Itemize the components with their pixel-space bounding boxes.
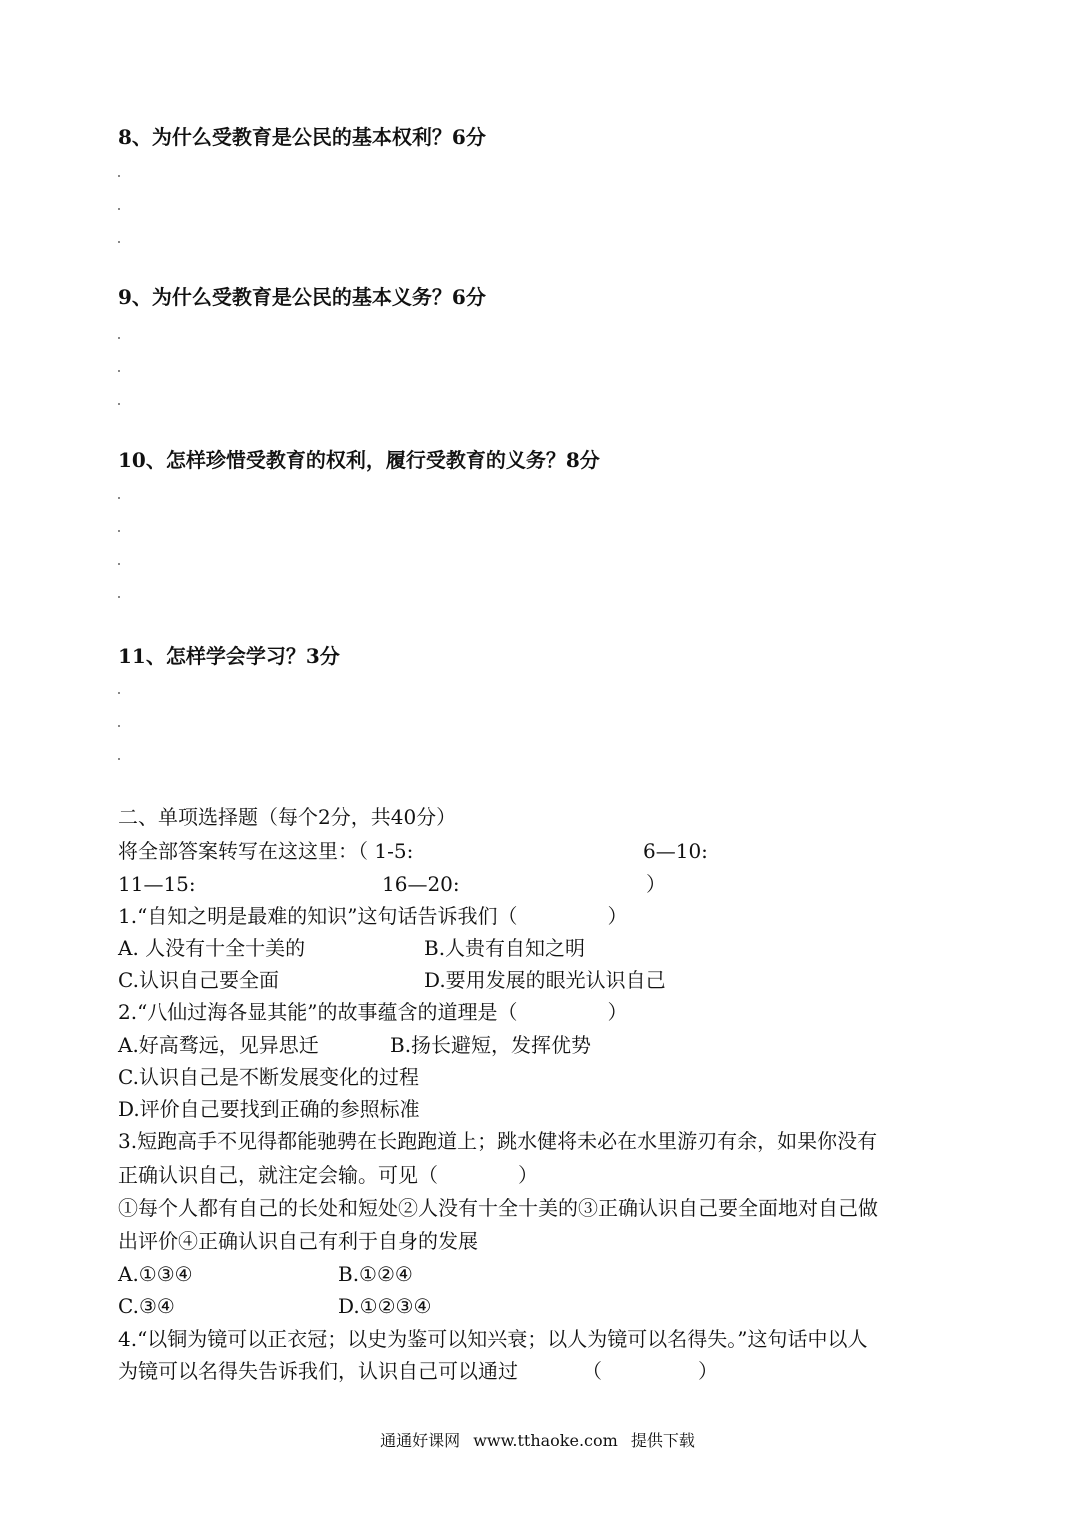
footer-note: 提供下载 [630,1431,695,1450]
stem-close: ） [698,1359,718,1383]
option-c[interactable]: C.认识自己要全面 [118,968,279,992]
answer-range-1-5: 将全部答案转写在这这里：（ 1-5: [118,839,414,863]
mc-item-1-stem [118,903,628,929]
option-b[interactable]: B.①②④ [338,1262,413,1286]
option-b[interactable]: B.人贵有自知之明 [424,936,586,960]
answer-line-dot [118,497,120,499]
answer-line-dot [118,563,120,565]
option-a[interactable]: A.好高骛远，见异思迁 [118,1033,319,1057]
answer-line-dot [118,692,120,694]
answer-line-dot [118,370,120,372]
mc-item-1-options-cd [118,967,666,993]
option-d[interactable]: D.①②③④ [338,1294,432,1318]
mc-item-3-options-cd [118,1293,432,1319]
stem-text: 2.“八仙过海各显其能”的故事蕴含的道理是（ [118,1000,518,1024]
answer-line-dot [118,175,120,177]
mc-item-1-options-ab [118,935,586,961]
answer-line-dot [118,241,120,243]
answer-summary-line-2 [118,871,666,897]
question-10: 10、怎样珍惜受教育的权利，履行受教育的义务？8分 [118,448,600,472]
stem-close: ） [518,1163,538,1187]
mc-item-3-statements-line-2: 出评价④正确认识自己有利于自身的发展 [118,1229,478,1253]
footer-site-name: 通通好课网 [380,1431,461,1450]
option-c[interactable]: C.③④ [118,1294,175,1318]
option-a[interactable]: A.①③④ [118,1262,193,1286]
stem-text: 为镜可以名得失告诉我们，认识自己可以通过 [118,1359,518,1383]
stem-text: 正确认识自己，就注定会输。可见（ [118,1163,438,1187]
answer-line-dot [118,337,120,339]
answer-line-dot [118,208,120,210]
mc-item-2-option-c [118,1064,419,1090]
answer-range-6-10: 6—10: [643,839,708,863]
answer-range-11-15: 11—15: [118,872,196,896]
option-d[interactable]: D.评价自己要找到正确的参照标准 [118,1097,420,1121]
stem-close: ） [607,904,628,928]
footer-url[interactable]: www.tthaoke.com [473,1431,618,1450]
mc-item-3-options-ab [118,1261,413,1287]
mc-item-3-statements-line-1: ①每个人都有自己的长处和短处②人没有十全十美的③正确认识自己要全面地对自己做 [118,1196,878,1220]
answer-range-16-20: 16—20: [382,872,460,896]
mc-item-3-stem-line-2 [118,1162,538,1188]
question-9: 9、为什么受教育是公民的基本义务？6分 [118,285,486,309]
section-title: 二、单项选择题（每个2分，共40分） [118,805,457,829]
page-footer [0,1428,1075,1451]
answer-line-dot [118,758,120,760]
answer-line-dot [118,530,120,532]
mc-item-4-stem-line-1: 4.“以铜为镜可以正衣冠；以史为鉴可以知兴衰；以人为镜可以名得失。”这句话中以人 [118,1327,868,1351]
question-11: 11、怎样学会学习？3分 [118,644,340,668]
answer-summary-close: ） [646,872,666,896]
answer-line-dot [118,403,120,405]
option-d[interactable]: D.要用发展的眼光认识自己 [424,968,666,992]
option-b[interactable]: B.扬长避短，发挥优势 [390,1033,592,1057]
answer-line-dot [118,725,120,727]
option-a[interactable]: A. 人没有十全十美的 [118,936,306,960]
mc-item-4-stem-line-2 [118,1358,718,1384]
mc-item-3-stem-line-1: 3.短跑高手不见得都能驰骋在长跑跑道上；跳水健将未必在水里游刃有余，如果你没有 [118,1129,878,1153]
answer-summary-line-1 [118,838,708,864]
question-8: 8、为什么受教育是公民的基本权利？6分 [118,125,486,149]
option-c[interactable]: C.认识自己是不断发展变化的过程 [118,1065,419,1089]
answer-line-dot [118,596,120,598]
mc-item-2-option-d [118,1096,420,1122]
mc-item-2-stem [118,999,628,1025]
stem-open: （ [582,1359,602,1383]
mc-item-2-options-ab [118,1032,592,1058]
stem-text: 1.“自知之明是最难的知识”这句话告诉我们（ [118,904,518,928]
stem-close: ） [607,1000,628,1024]
